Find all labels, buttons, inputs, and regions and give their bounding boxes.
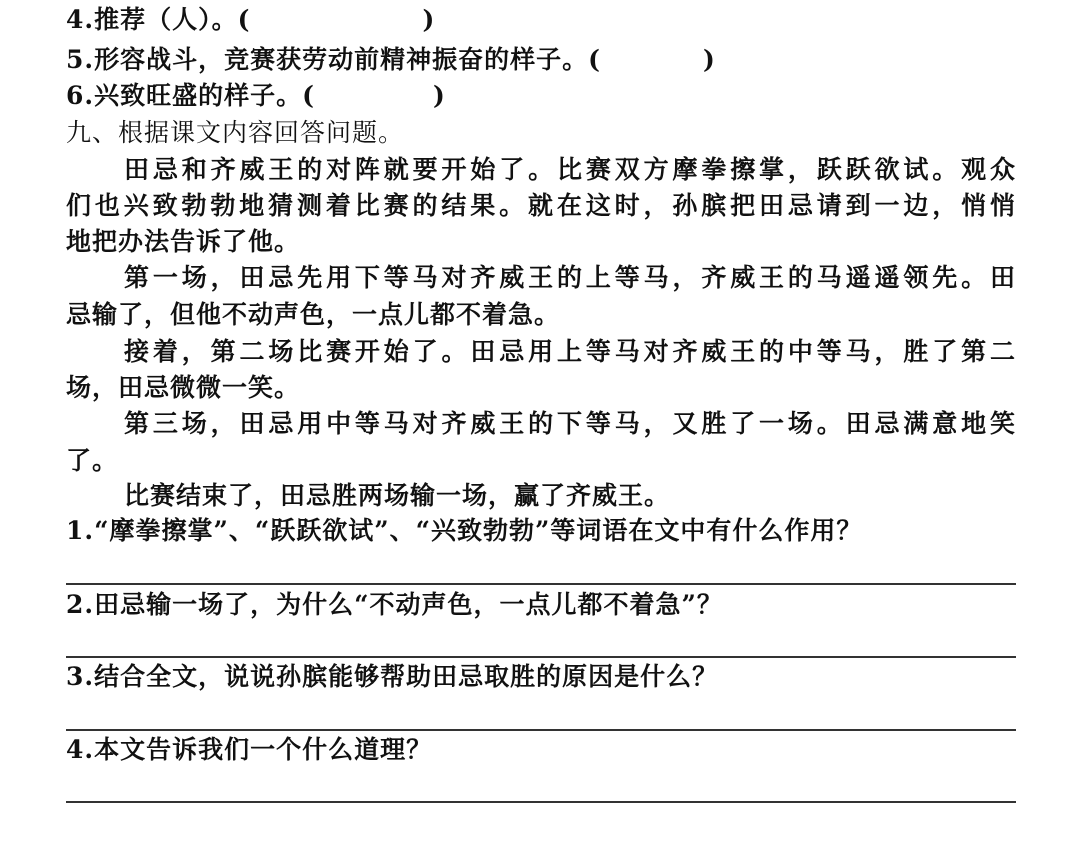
passage-line: 第三场，田忌用中等马对齐威王的下等马，又胜了一场。田忌满意地笑 — [124, 409, 1016, 438]
question-3: 3.结合全文，说说孙膑能够帮助田忌取胜的原因是什么？ — [66, 662, 719, 691]
vocab-item-text: 5.形容战斗，竞赛获劳动前精神振奋的样子。( — [66, 45, 601, 74]
answer-line-2[interactable] — [66, 656, 1016, 658]
question-4: 4.本文告诉我们一个什么道理？ — [66, 735, 433, 764]
question-1: 1.“摩拳擦掌”、“跃跃欲试”、“兴致勃勃”等词语在文中有什么作用？ — [66, 516, 863, 545]
passage-line: 地把办法告诉了他。 — [66, 227, 301, 256]
section-heading: 九、根据课文内容回答问题。 — [66, 118, 405, 147]
vocab-item-text: 6.兴致旺盛的样子。( — [66, 81, 315, 110]
answer-line-4[interactable] — [66, 801, 1016, 803]
passage-line: 们也兴致勃勃地猜测着比赛的结果。就在这时，孙膑把田忌请到一边，悄悄 — [66, 191, 1016, 220]
passage-line: 场，田忌微微一笑。 — [66, 373, 301, 402]
vocab-item-4 — [66, 2, 435, 38]
vocab-item-close: ) — [432, 81, 446, 110]
passage-line: 了。 — [66, 446, 119, 475]
answer-line-3[interactable] — [66, 729, 1016, 731]
vocab-item-close: ) — [702, 45, 716, 74]
vocab-item-close: ) — [422, 5, 436, 34]
vocab-item-6 — [66, 78, 446, 114]
worksheet-page — [66, 0, 1016, 842]
passage-line: 忌输了，但他不动声色，一点儿都不着急。 — [66, 300, 561, 329]
passage-line: 田忌和齐威王的对阵就要开始了。比赛双方摩拳擦掌，跃跃欲试。观众 — [124, 155, 1016, 184]
passage-line: 比赛结束了，田忌胜两场输一场，赢了齐威王。 — [124, 481, 671, 510]
vocab-item-text: 4.推荐（人）。( — [66, 5, 251, 34]
answer-line-1[interactable] — [66, 583, 1016, 585]
question-2: 2.田忌输一场了，为什么“不动声色，一点儿都不着急”？ — [66, 590, 723, 619]
passage-line: 第一场，田忌先用下等马对齐威王的上等马，齐威王的马遥遥领先。田 — [124, 263, 1016, 292]
passage-line: 接着，第二场比赛开始了。田忌用上等马对齐威王的中等马，胜了第二 — [124, 337, 1016, 366]
vocab-item-5 — [66, 42, 716, 78]
